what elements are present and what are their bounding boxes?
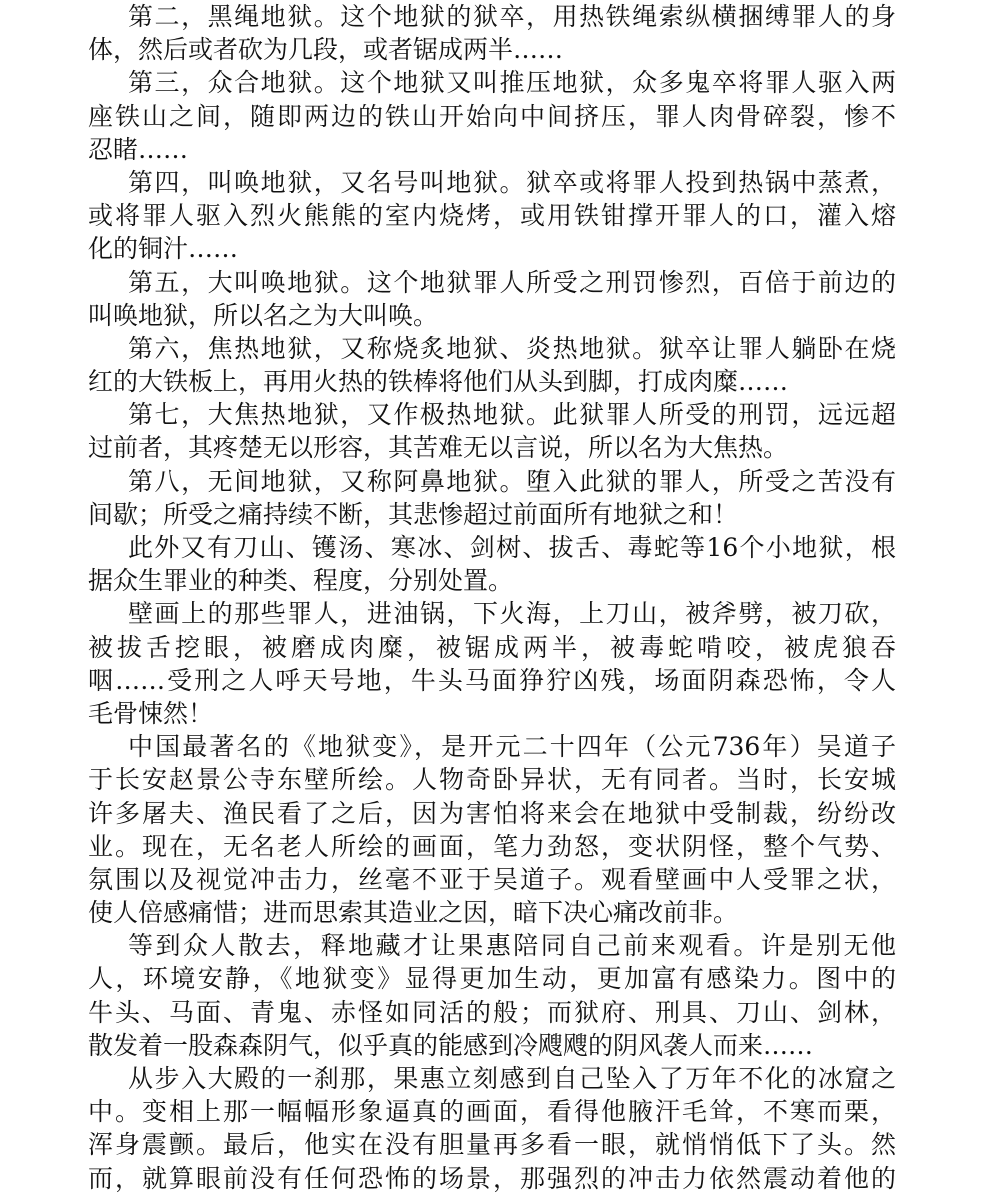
text-line: 第七，大焦热地狱，又作极热地狱。此狱罪人所受的刑罚，远远超 xyxy=(128,400,896,430)
text-line: 间歇；所受之痛持续不断，其悲惨超过前面所有地狱之和！ xyxy=(88,499,739,529)
text-line: 咽……受刑之人呼天号地，牛头马面狰狞凶残，场面阴森恐怖，令人 xyxy=(88,665,896,695)
paragraph xyxy=(88,531,896,597)
text-line: 过前者，其疼楚无以形容，其苦难无以言说，所以名为大焦热。 xyxy=(88,433,789,463)
text-line: 座铁山之间，随即两边的铁山开始向中间挤压，罪人肉骨碎裂，惨不 xyxy=(88,101,896,131)
paragraph xyxy=(88,1062,896,1195)
text-line: 中。变相上那一幅幅形象逼真的画面，看得他腋汗毛耸，不寒而栗， xyxy=(88,1097,896,1127)
text-line: 浑身震颤。最后，他实在没有胆量再多看一眼，就悄悄低下了头。然 xyxy=(88,1130,896,1160)
paragraph xyxy=(88,0,896,66)
paragraph xyxy=(88,730,896,929)
paragraph xyxy=(88,266,896,332)
text-line: 散发着一股森森阴气，似乎真的能感到冷飕飕的阴风袭人而来…… xyxy=(88,1030,814,1060)
text-line: 而，就算眼前没有任何恐怖的场景，那强烈的冲击力依然震动着他的 xyxy=(88,1163,896,1193)
text-line: 此外又有刀山、镬汤、寒冰、剑树、拔舌、毒蛇等16个小地狱，根 xyxy=(128,533,896,562)
text-line: 人，环境安静，《地狱变》显得更加生动，更加富有感染力。图中的 xyxy=(88,964,896,994)
text-line: 壁画上的那些罪人，进油锅，下火海，上刀山，被斧劈，被刀砍， xyxy=(128,599,896,629)
text-line: 业。现在，无名老人所绘的画面，笔力劲怒，变状阴怪，整个气势、 xyxy=(88,831,896,861)
text-line: 第四，叫唤地狱，又名号叫地狱。狱卒或将罪人投到热锅中蒸煮， xyxy=(128,167,896,197)
text-line: 第六，焦热地狱，又称烧炙地狱、炎热地狱。狱卒让罪人躺卧在烧 xyxy=(128,333,896,363)
text-line: 从步入大殿的一刹那，果惠立刻感到自己坠入了万年不化的冰窟之 xyxy=(128,1064,896,1093)
text-line: 忍睹…… xyxy=(88,134,189,164)
text-line: 化的铜汁…… xyxy=(88,234,239,264)
text-line: 第五，大叫唤地狱。这个地狱罪人所受之刑罚惨烈，百倍于前边的 xyxy=(128,267,896,297)
text-line: 许多屠夫、渔民看了之后，因为害怕将来会在地狱中受制裁，纷纷改 xyxy=(88,798,896,828)
paragraph xyxy=(88,398,896,464)
paragraph xyxy=(88,597,896,730)
text-line: 被拔舌挖眼，被磨成肉糜，被锯成两半，被毒蛇啃咬，被虎狼吞 xyxy=(88,632,896,662)
text-line: 使人倍感痛惜；进而思索其造业之因，暗下决心痛改前非。 xyxy=(88,898,739,928)
text-line: 红的大铁板上，再用火热的铁棒将他们从头到脚，打成肉糜…… xyxy=(88,367,789,397)
text-line: 等到众人散去，释地藏才让果惠陪同自己前来观看。许是别无他 xyxy=(128,931,896,961)
paragraph xyxy=(88,66,896,166)
text-line: 第八，无间地狱，又称阿鼻地狱。堕入此狱的罪人，所受之苦没有 xyxy=(128,466,896,496)
text-line: 或将罪人驱入烈火熊熊的室内烧烤，或用铁钳撑开罪人的口，灌入熔 xyxy=(88,201,896,231)
paragraph xyxy=(88,332,896,398)
text-line: 据众生罪业的种类、程度，分别处置。 xyxy=(88,566,514,596)
document-page xyxy=(88,0,896,1193)
text-line: 第三，众合地狱。这个地狱又叫推压地狱，众多鬼卒将罪人驱入两 xyxy=(128,68,896,98)
text-line: 体，然后或者砍为几段，或者锯成两半…… xyxy=(88,35,564,65)
text-line: 第二，黑绳地狱。这个地狱的狱卒，用热铁绳索纵横捆缚罪人的身 xyxy=(128,2,896,31)
text-line: 于长安赵景公寺东壁所绘。人物奇卧异状，无有同者。当时，长安城 xyxy=(88,765,896,795)
text-line: 牛头、马面、青鬼、赤怪如同活的般；而狱府、刑具、刀山、剑林， xyxy=(88,997,896,1027)
paragraph xyxy=(88,929,896,1062)
text-line: 毛骨悚然！ xyxy=(88,698,214,728)
paragraph xyxy=(88,465,896,531)
article-body xyxy=(88,0,896,1195)
text-line: 中国最著名的《地狱变》，是开元二十四年（公元736年）吴道子 xyxy=(128,732,896,762)
text-line: 叫唤地狱，所以名之为大叫唤。 xyxy=(88,300,439,330)
text-line: 氛围以及视觉冲击力，丝毫不亚于吴道子。观看壁画中人受罪之状， xyxy=(88,864,896,894)
paragraph xyxy=(88,166,896,266)
